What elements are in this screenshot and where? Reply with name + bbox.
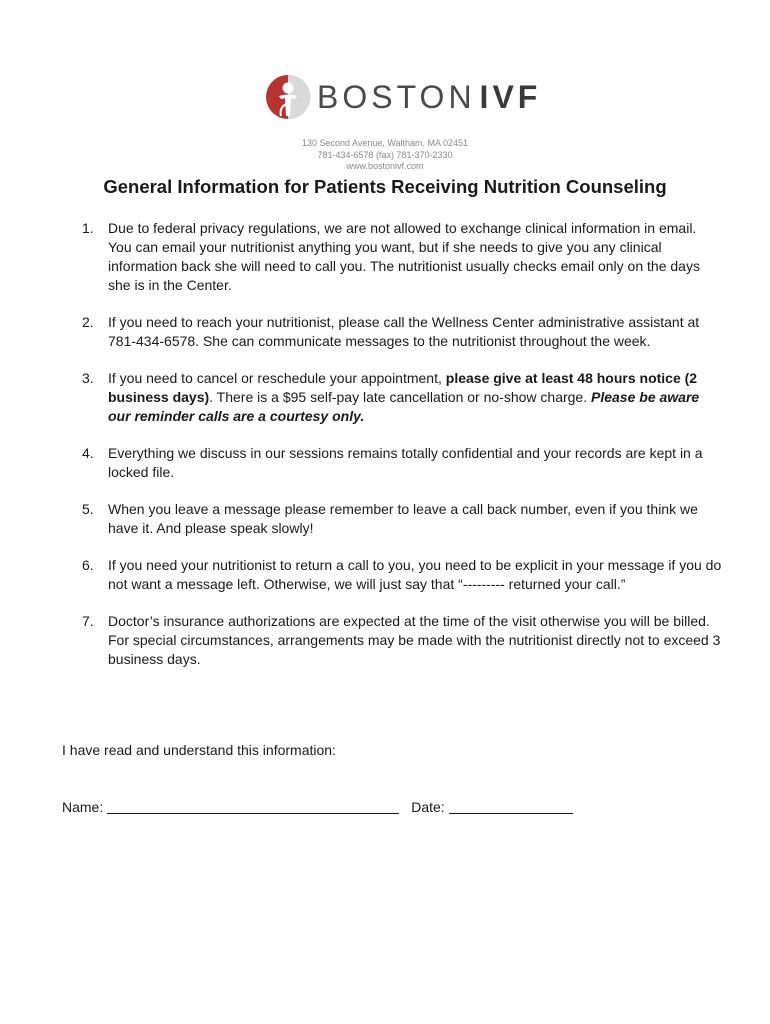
date-field[interactable] (449, 798, 573, 814)
text-segment: When you leave a message please remember to leave a call back number, even if you think we have it. And please speak slowly! (108, 501, 698, 536)
text-segment: If you need your nutritionist to return a call to you, you need to be explicit in your message if you do not want a message left. Otherwise, we will just say that “--------- returned your call.” (108, 557, 722, 592)
text-segment: . There is a $95 self-pay late cancellation or no-show charge. (209, 389, 591, 405)
text-segment: please give at least 48 hours notice (2 business days) (108, 370, 698, 405)
address-street: 130 Second Avenue, Waltham, MA 02451 (301, 138, 469, 148)
address-website: www.bostonivf.com (346, 161, 424, 171)
list-item (82, 444, 722, 482)
bostonivf-logo-icon (265, 74, 311, 120)
document-title: General Information for Patients Receiving Nutrition Counseling (103, 176, 667, 197)
text-segment: If you need to cancel or reschedule your appointment, (108, 370, 446, 386)
list-item-number: 1. (82, 220, 94, 236)
address-block (0, 138, 770, 173)
list-item-number: 2. (82, 314, 94, 330)
text-segment: Everything we discuss in our sessions remains totally confidential and your records are kept in a locked file. (108, 445, 703, 480)
list-item-text (108, 313, 722, 351)
list-item (82, 500, 722, 538)
list-item-text (108, 219, 722, 295)
logo-wordmark (317, 72, 541, 122)
date-label: Date: (411, 799, 445, 815)
acknowledgement-text: I have read and understand this information: (62, 742, 336, 758)
list-item-text (108, 500, 722, 538)
list-item-number: 6. (82, 557, 94, 573)
list-item-number: 7. (82, 613, 94, 629)
text-segment: Doctor’s insurance authorizations are expected at the time of the visit otherwise you will be billed. For special circumstances, arrangements may be made with the nutritionist directly not to exceed 3 business days. (108, 613, 721, 667)
list-item (82, 369, 722, 426)
list-item (82, 219, 722, 295)
list-item-text (108, 444, 722, 482)
list-item (82, 556, 722, 594)
bostonivf-logo (265, 72, 541, 122)
list-item-number: 5. (82, 501, 94, 517)
list-item (82, 313, 722, 351)
list-item-text (108, 369, 722, 426)
name-label: Name: (62, 799, 104, 815)
list-item (82, 612, 722, 669)
text-segment: If you need to reach your nutritionist, please call the Wellness Center administrative assistant at 781-434-6578. She can communicate messages to the nutritionist throughout the week. (108, 314, 700, 349)
logo-word-boston: BOSTON (317, 78, 476, 115)
logo-word-ivf: IVF (479, 78, 542, 115)
address-phone: 781-434-6578 (fax) 781-370-2330 (317, 149, 453, 160)
information-list (82, 219, 722, 687)
text-segment: Due to federal privacy regulations, we are not allowed to exchange clinical information in email. You can email your nutritionist anything you want, but if she needs to give you any clinical information back she will need to call you. The nutritionist usually checks email only on the days she is in the Center. (108, 220, 700, 293)
name-field[interactable] (107, 798, 399, 814)
list-item-text (108, 556, 722, 594)
list-item-number: 4. (82, 445, 94, 461)
list-item-number: 3. (82, 370, 94, 386)
text-segment: Please be aware our reminder calls are a courtesy only. (108, 389, 700, 424)
signature-row (62, 798, 573, 817)
list-item-text (108, 612, 722, 669)
